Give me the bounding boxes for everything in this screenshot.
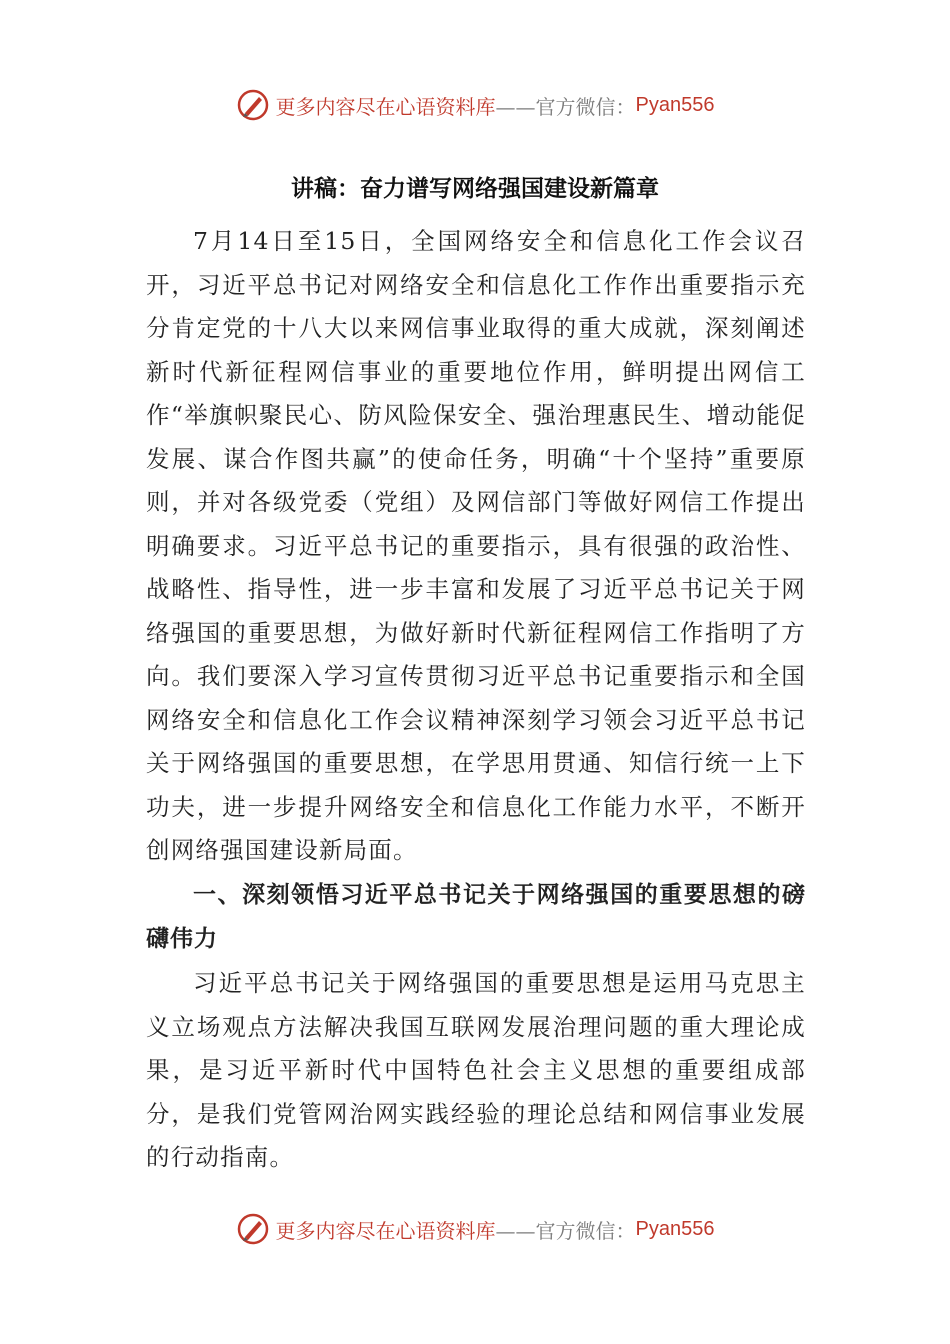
document-title: 讲稿：奋力谱写网络强国建设新篇章 — [291, 176, 659, 202]
banner-wechat-id: Pyan556 — [635, 93, 715, 116]
section-heading-1: 一、深刻领悟习近平总书记关于网络强国的重要思想的磅礴伟力 — [146, 882, 806, 952]
banner-wechat-label: ——官方微信： — [495, 1218, 636, 1243]
banner-site-text: 更多内容尽在心语资料库 — [275, 94, 496, 119]
paragraph-2: 习近平总书记关于网络强国的重要思想是运用马克思主义立场观点方法解决我国互联网发展治理问题的重大理论成果，是习近平新时代中国特色社会主义思想的重要组成部分，是我们党管网治网实践经验的理论总结和网信事业发展的行动指南。 — [146, 969, 806, 1171]
paragraph-1: 7月14日至15日，全国网络安全和信息化工作会议召开，习近平总书记对网络安全和信息化工作作出重要指示充分肯定党的十八大以来网信事业取得的重大成就，深刻阐述新时代新征程网信事业的重要地位作用，鲜明提出网信工作“举旗帜聚民心、防风险保安全、强治理惠民生、增动能促发展、谋合作图共赢”的使命任务，明确“十个坚持”重要原则，并对各级党委（党组）及网信部门等做好网信工作提出明确要求。习近平总书记的重要指示，具有很强的政治性、战略性、指导性，进一步丰富和发展了习近平总书记关于网络强国的重要思想，为做好新时代新征程网信工作指明了方向。我们要深入学习宣传贯彻习近平总书记重要指示和全国网络安全和信息化工作会议精神深刻学习领会习近平总书记关于网络强国的重要思想，在学思用贯通、知信行统一上下功夫，进一步提升网络安全和信息化工作能力水平，不断开创网络强国建设新局面。 — [146, 227, 806, 864]
header-banner — [0, 88, 950, 122]
footer-banner — [0, 1212, 950, 1246]
pen-logo-icon — [236, 88, 270, 122]
banner-wechat-label: ——官方微信： — [495, 94, 636, 119]
banner-wechat-id: Pyan556 — [635, 1217, 715, 1240]
pen-logo-icon — [236, 1212, 270, 1246]
banner-site-text: 更多内容尽在心语资料库 — [275, 1218, 496, 1243]
